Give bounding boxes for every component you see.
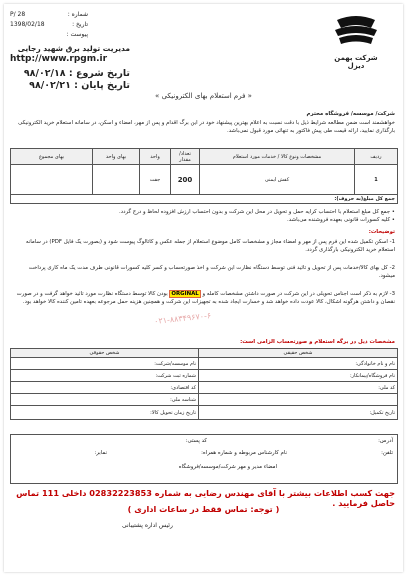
- form-subject: « فرم استعلام بهای الکترونیکی »: [155, 92, 252, 100]
- seller-section-title: مشخصات ذیل در برگه استعلام و صورتحساب الزامی است:: [240, 339, 395, 345]
- col-header-desc: مشخصات ونوع کالا / خدمات مورد استعلام: [200, 149, 355, 165]
- table-row: [11, 165, 398, 195]
- signature-field: امضاء مدیر و مهر شرکت/موسسه/فروشگاه: [178, 464, 277, 470]
- note-3: 3- لازم به ذکر است اجناس تحویلی در این شرکت در صورت داشتن مشخصات کامله و ORGINAL بودن کالا توسط دستگاه نظارت مورد تائید خواهد گرفت و در صورت نقصان و داشتن هرگونه اشکال، کالا عودت داده خواهد شد و خسارت ایجاد شده به تجهیزات این شرکت و همچنین هزینه حمل مرجوعه بعهده تامین کننده کالا خواهد بود.: [16, 291, 395, 306]
- postal-code-field[interactable]: کد پستی:: [185, 438, 207, 444]
- contact-box: [10, 434, 398, 484]
- cell-unit-price[interactable]: [93, 165, 140, 195]
- field-shop-name[interactable]: نام فروشگاه/پیمانکار:: [199, 370, 398, 382]
- cell-qty: 200: [171, 165, 200, 195]
- field-registration-number[interactable]: شماره ثبت شرکت:: [11, 370, 199, 382]
- field-blank: [199, 394, 398, 406]
- bahman-logo-icon: [325, 14, 387, 50]
- bullet-item: • کلیه کسورات قانونی بعهده فروشنده می‌باشد.: [287, 217, 395, 224]
- document-page: [4, 4, 403, 572]
- field-delivery-date[interactable]: تاریخ زمان تحویل کالا:: [11, 406, 199, 420]
- phone-field[interactable]: تلفن:: [381, 450, 393, 456]
- cell-total[interactable]: [11, 165, 93, 195]
- address-field[interactable]: آدرس:: [378, 438, 393, 444]
- col-real-person: شخص حقیقی: [199, 349, 398, 358]
- original-highlight: ORGINAL: [171, 291, 199, 297]
- field-full-name[interactable]: نام و نام خانوادگی:: [199, 358, 398, 370]
- note-1: 1- اسکن تکمیل شده این فرم پس از مهر و امضاء مجاز و مشخصات کامل موضوع استعلام از جمله عکس و کاتالوگ پیوست شود و (بصورت یک فایل PDF) در سامانه استعلام خرید الکترونیکی بارگذاری گردد.: [25, 239, 395, 254]
- contact-info-line: جهت کسب اطلاعات بیشتر با آقای مهندس رضایی به شماره 02832223853 داخلی 111 تماس حاصل فرمایید .: [16, 488, 395, 508]
- sum-in-words: جمع کل مبلغ(به حروف):: [11, 195, 398, 204]
- cell-unit: جفت: [140, 165, 171, 195]
- office-hours-note: ( توجه: تماس فقط در ساعات اداری ): [127, 504, 280, 514]
- col-legal-person: شخص حقوقی: [11, 349, 199, 358]
- number-value: P/ 28: [10, 11, 26, 18]
- col-header-unit-price: بهای واحد: [93, 149, 140, 165]
- letter-meta: [10, 10, 88, 40]
- attachment-label: پیوست :: [66, 31, 88, 38]
- organization-name: مدیریت تولید برق شهید رجایی: [17, 44, 130, 53]
- fax-field[interactable]: نمابر:: [94, 450, 107, 456]
- bullet-item: • جمع کل مبلغ استعلام با احتساب کرایه حمل و تحویل در محل این شرکت و بدون احتساب ارزش افزوده لحاظ و درج گردد.: [118, 209, 395, 215]
- bullet-list: [13, 208, 395, 224]
- col-header-total: بهای مجموع: [11, 149, 93, 165]
- stamp-watermark: ۰۲۱-۸۸۳۴۹۶۷۰-۶: [153, 311, 212, 326]
- items-table: [10, 148, 398, 204]
- field-completion-date[interactable]: تاریخ تکمیل:: [199, 406, 398, 420]
- end-date: تاریخ پایان : ۹۸/۰۲/۲۱: [29, 80, 130, 91]
- field-national-code[interactable]: کد ملی:: [199, 382, 398, 394]
- website-url: http://www.rpgm.ir: [10, 54, 108, 64]
- cell-row: 1: [355, 165, 398, 195]
- notes-title: توضیحات:: [368, 229, 395, 235]
- field-economic-code[interactable]: کد اقتصادی:: [11, 382, 199, 394]
- col-header-qty: تعداد/ مقدار: [171, 149, 200, 165]
- seller-table: [10, 348, 398, 420]
- intro-paragraph: خواهشمند است ضمن مطالعه شرایط ذیل با دقت نسبت به اعلام بهترین پیشنهاد خود در این برگ اقدام و پس از مهر، امضاء و اسکن، در سامانه استعلام خرید الکترونیکی بارگذاری نمایید، ارائه قیمت طی پیش فاکتور به تنهائی مورد قبول نمی‌باشد.: [18, 120, 395, 134]
- note-2: 2- کل بهای کالا/خدمات پس از تحویل و تائید فنی توسط دستگاه نظارت این شرکت و اخذ صورتحساب و کسر کلیه کسورات قانونی طرف مدت یک ماه کاری پرداخت میشود.: [28, 265, 395, 280]
- start-date: تاریخ شروع : ۹۸/۰۲/۱۸: [23, 68, 130, 79]
- col-header-row: ردیف: [355, 149, 398, 165]
- company-logo: [325, 14, 387, 70]
- date-label: تاریخ :: [72, 21, 88, 28]
- signoff-title: رئیس اداره پشتیبانی: [122, 522, 173, 529]
- number-label: شماره :: [67, 11, 88, 18]
- col-header-unit: واحد: [140, 149, 171, 165]
- field-national-id[interactable]: شناسه ملی:: [11, 394, 199, 406]
- cell-desc: کفش ایمنی: [200, 165, 355, 195]
- date-value: 1398/02/18: [10, 21, 45, 28]
- recipient-line: شرکت/ موسسه/ فروشگاه محترم: [306, 111, 395, 117]
- logo-caption: شرکت بهمن دیزل: [334, 54, 378, 70]
- field-company-name[interactable]: نام موسسه/شرکت:: [11, 358, 199, 370]
- contact-person-field[interactable]: نام کارشناس مربوطه و شماره همراه:: [201, 450, 287, 456]
